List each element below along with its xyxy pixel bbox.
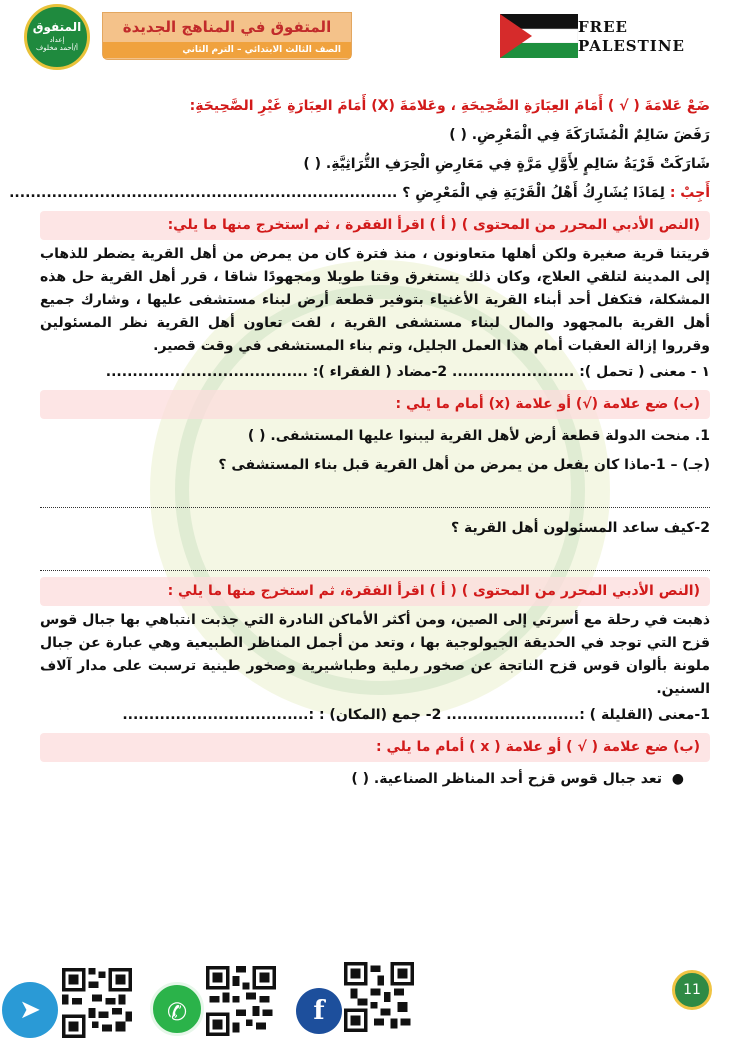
brand-logo — [24, 4, 90, 70]
section3-paragraph: ذهبت في رحلة مع أسرتي إلى الصين، ومن أكثر الأماكن النادرة التي جذبت انتباهي بها جبال قوس قزح التي توجد في الحديقة الجيولوجية بها ، وتعد من أجمل المناظر الطبيعية وهي عبارة عن جبال ملونة بألوان قوس قزح الناتجة عن صخور رملية وطباشيرية وصخور طينية ترسبت على مدار آلاف السنين. — [40, 612, 710, 697]
section2-heading: (النص الأدبي المحرر من المحتوى ) ( أ ) اقرأ الفقرة ، ثم استخرج منها ما يلي: — [40, 211, 710, 240]
section2-vocab: ١ - معنى ( تحمل ): ....................... 2-مضاد ( الفقراء ): ...................................... — [105, 364, 710, 380]
free-text: FREE — [578, 18, 628, 36]
facebook-icon[interactable]: f — [296, 988, 342, 1034]
answer-line[interactable] — [40, 543, 710, 571]
section3-heading: (النص الأدبي المحرر من المحتوى ) ( أ ) اقرأ الفقرة، ثم استخرج منها ما يلي : — [40, 577, 710, 606]
section2-b-item: 1. منحت الدولة قطعة أرض لأهل القرية ليبنوا عليها المستشفى. ( ) — [247, 428, 710, 444]
whatsapp-icon[interactable]: ✆ — [150, 982, 204, 1036]
telegram-icon[interactable]: ➤ — [2, 982, 58, 1038]
section3-b-item — [40, 765, 710, 794]
answer-line[interactable] — [40, 480, 710, 508]
logo-author: أ/أحمد مخلوف — [36, 44, 78, 52]
section3-b-instruction: (ب) ضع علامة ( √ ) أو علامة ( x ) أمام ما يلي : — [40, 733, 710, 762]
section2-b-instruction: (ب) ضع علامة (√) أو علامة (x) أمام ما يلي : — [40, 390, 710, 419]
page-footer — [0, 960, 750, 1061]
section2-c-question-2: 2-كيف ساعد المسئولون أهل القرية ؟ — [450, 520, 710, 536]
answer-label: أَجِبْ : — [669, 185, 710, 201]
title-banner — [102, 12, 352, 60]
worksheet-content — [9, 92, 710, 794]
section2-c-question: (جـ) – 1-ماذا كان يفعل من يمرض من أهل القرية قبل بناء المستشفى ؟ — [218, 457, 710, 473]
banner-title: المتفوق في المناهج الجديدة — [122, 18, 332, 36]
bullet-icon: ● — [662, 771, 684, 787]
logo-title: المتفوق — [32, 20, 82, 34]
answer-question: لِمَاذَا يُشَارِكُ أَهْلُ الْقَرْيَةِ فِي الْمَعْرِضِ ؟ ......................................................................... — [9, 185, 665, 201]
page-header — [0, 0, 750, 70]
section1-answer-row — [9, 179, 710, 208]
section3-b-item-text: تعد جبال قوس قزح أحد المناظر الصناعية. ( ) — [351, 771, 663, 787]
palestine-text: PALESTINE — [578, 37, 685, 55]
section2-paragraph: قريتنا قرية صغيرة ولكن أهلها متعاونون ، منذ فترة كان من يمرض من أهل القرية يضطر للذهاب إلى المدينة لتلقي العلاج، وكان ذلك يستغرق وقتا طويلا ومجهودًا شاقا ، قرر أهل القرية حل هذه المشكلة، فتكفل أحد أبناء القرية الأغنياء بتوفير قطعة أرض لبناء مستشفى عليها ، وشارك جميع أهل القرية بالمجهود والمال لبناء مستشفى القرية ، لفت تعاون أهل القرية نظر المسئولين وقرروا إزالة العقبات أمام هذا العمل الجليل، وتم بناء المستشفى في وقت قصير. — [40, 246, 710, 354]
free-palestine-text — [578, 18, 685, 56]
page-number-badge: 11 — [672, 970, 712, 1010]
logo-subtitle: إعداد — [49, 36, 65, 44]
palestine-flag-icon — [500, 14, 578, 58]
section1-question-1: رَفَضَ سَالِمٌ الْمُشَارَكَةَ فِي الْمَعْرِضِ. ( ) — [449, 127, 710, 143]
section1-question-2: شَارَكَتْ قَرْيَةُ سَالِمٍ لِأَوَّلِ مَرَّةٍ فِي مَعَارِضِ الْحِرَفِ التُّرَاثِيَّةِ. ( ) — [303, 156, 710, 172]
banner-subtitle: الصف الثالث الابتدائي – الترم الثاني — [103, 42, 351, 58]
section1-instruction: ضَعْ عَلامَةَ ( √ ) أَمَامَ العِبَارَةِ الصَّحِيحَةِ ، وعَلامَةَ (X) أَمَامَ العِبَارَةِ غَيْرِ الصَّحِيحَةِ: — [189, 98, 710, 114]
section3-vocab: 1-معنى (القليلة ) :......................... 2- جمع (المكان) : :................................... — [122, 707, 710, 723]
